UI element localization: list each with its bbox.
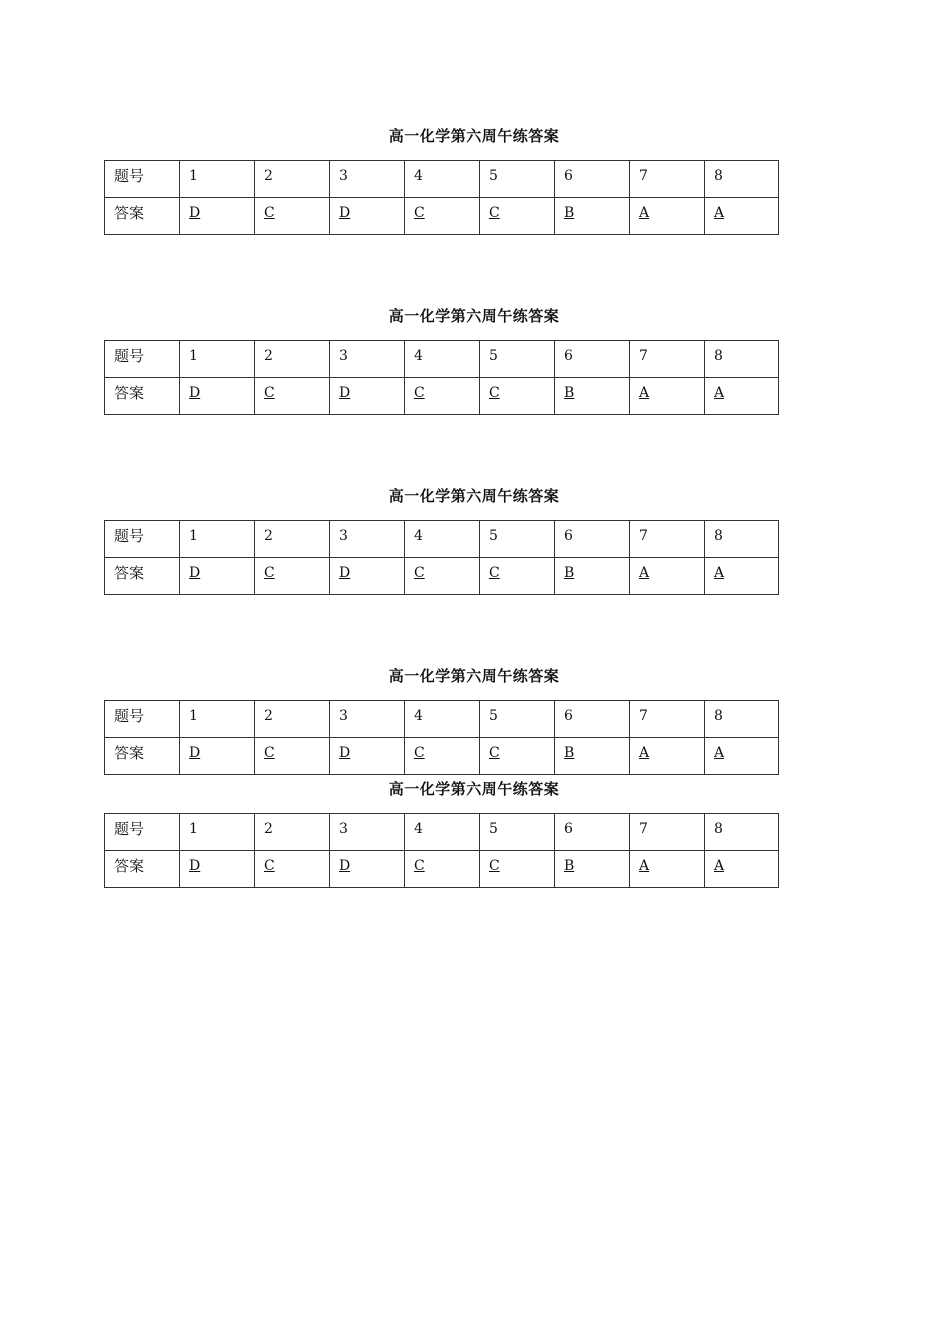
answer-block-5: [104, 780, 778, 888]
question-number: 6: [555, 814, 630, 851]
question-number: 4: [405, 161, 480, 198]
question-number: 3: [330, 521, 405, 558]
question-label: 题号: [105, 814, 180, 851]
answer-table: [104, 813, 779, 888]
question-number: 3: [330, 341, 405, 378]
question-label: 题号: [105, 341, 180, 378]
answer-value: A: [639, 745, 650, 761]
answer-value: C: [489, 858, 500, 874]
question-number: 5: [480, 701, 555, 738]
question-row: [105, 161, 779, 198]
answer-value: C: [489, 745, 500, 761]
question-number: 4: [405, 814, 480, 851]
question-number: 8: [705, 701, 779, 738]
answer-value: D: [339, 205, 351, 221]
question-number: 8: [705, 341, 779, 378]
answer-value: C: [264, 205, 275, 221]
answer-table: [104, 160, 779, 235]
answer-value: B: [564, 385, 575, 401]
question-number: 1: [180, 814, 255, 851]
answer-label: 答案: [105, 851, 180, 888]
answer-block-4: [104, 667, 778, 775]
question-label: 题号: [105, 521, 180, 558]
answer-row: [105, 558, 779, 595]
answer-value: D: [189, 745, 201, 761]
block-title: 高一化学第六周午练答案: [388, 487, 560, 505]
answer-value: A: [714, 385, 725, 401]
answer-value: C: [489, 385, 500, 401]
answer-value: C: [264, 565, 275, 581]
answer-value: C: [489, 205, 500, 221]
question-row: [105, 521, 779, 558]
answer-value: C: [414, 205, 425, 221]
question-number: 1: [180, 341, 255, 378]
question-number: 2: [255, 161, 330, 198]
question-number: 6: [555, 521, 630, 558]
question-number: 5: [480, 341, 555, 378]
question-row: [105, 341, 779, 378]
answer-value: C: [414, 385, 425, 401]
answer-table: [104, 520, 779, 595]
answer-block-1: [104, 127, 778, 235]
answer-row: [105, 198, 779, 235]
question-number: 6: [555, 701, 630, 738]
answer-value: D: [189, 385, 201, 401]
block-title: 高一化学第六周午练答案: [388, 780, 560, 798]
answer-row: [105, 851, 779, 888]
block-title: 高一化学第六周午练答案: [388, 667, 560, 685]
question-number: 7: [630, 341, 705, 378]
answer-row: [105, 738, 779, 775]
block-title: 高一化学第六周午练答案: [388, 127, 560, 145]
answer-value: C: [264, 745, 275, 761]
question-number: 2: [255, 341, 330, 378]
answer-value: D: [339, 858, 351, 874]
answer-value: A: [714, 858, 725, 874]
answer-table: [104, 340, 779, 415]
question-number: 3: [330, 161, 405, 198]
question-number: 7: [630, 161, 705, 198]
question-row: [105, 814, 779, 851]
question-number: 8: [705, 521, 779, 558]
answer-value: A: [639, 385, 650, 401]
question-label: 题号: [105, 701, 180, 738]
answer-label: 答案: [105, 198, 180, 235]
answer-value: A: [639, 205, 650, 221]
answer-value: A: [714, 565, 725, 581]
answer-table: [104, 700, 779, 775]
question-number: 8: [705, 814, 779, 851]
question-number: 2: [255, 521, 330, 558]
question-number: 1: [180, 701, 255, 738]
question-number: 1: [180, 521, 255, 558]
answer-value: B: [564, 858, 575, 874]
answer-value: D: [339, 565, 351, 581]
answer-value: A: [639, 565, 650, 581]
answer-label: 答案: [105, 378, 180, 415]
question-number: 2: [255, 701, 330, 738]
question-number: 3: [330, 701, 405, 738]
question-row: [105, 701, 779, 738]
question-number: 4: [405, 521, 480, 558]
question-number: 7: [630, 521, 705, 558]
answer-row: [105, 378, 779, 415]
question-number: 7: [630, 814, 705, 851]
answer-value: B: [564, 745, 575, 761]
question-number: 7: [630, 701, 705, 738]
question-number: 2: [255, 814, 330, 851]
answer-label: 答案: [105, 738, 180, 775]
answer-value: A: [714, 205, 725, 221]
answer-value: C: [414, 565, 425, 581]
question-number: 5: [480, 814, 555, 851]
question-number: 8: [705, 161, 779, 198]
question-number: 5: [480, 521, 555, 558]
answer-block-2: [104, 307, 778, 415]
question-label: 题号: [105, 161, 180, 198]
answer-value: A: [714, 745, 725, 761]
answer-value: D: [189, 858, 201, 874]
answer-value: B: [564, 205, 575, 221]
question-number: 4: [405, 341, 480, 378]
question-number: 5: [480, 161, 555, 198]
answer-value: D: [339, 385, 351, 401]
answer-value: D: [339, 745, 351, 761]
question-number: 4: [405, 701, 480, 738]
answer-value: C: [489, 565, 500, 581]
answer-block-3: [104, 487, 778, 595]
question-number: 6: [555, 161, 630, 198]
answer-value: B: [564, 565, 575, 581]
question-number: 3: [330, 814, 405, 851]
answer-value: A: [639, 858, 650, 874]
answer-value: C: [414, 745, 425, 761]
question-number: 1: [180, 161, 255, 198]
block-title: 高一化学第六周午练答案: [388, 307, 560, 325]
answer-value: D: [189, 205, 201, 221]
answer-value: C: [414, 858, 425, 874]
answer-value: C: [264, 858, 275, 874]
answer-label: 答案: [105, 558, 180, 595]
question-number: 6: [555, 341, 630, 378]
answer-value: C: [264, 385, 275, 401]
answer-value: D: [189, 565, 201, 581]
